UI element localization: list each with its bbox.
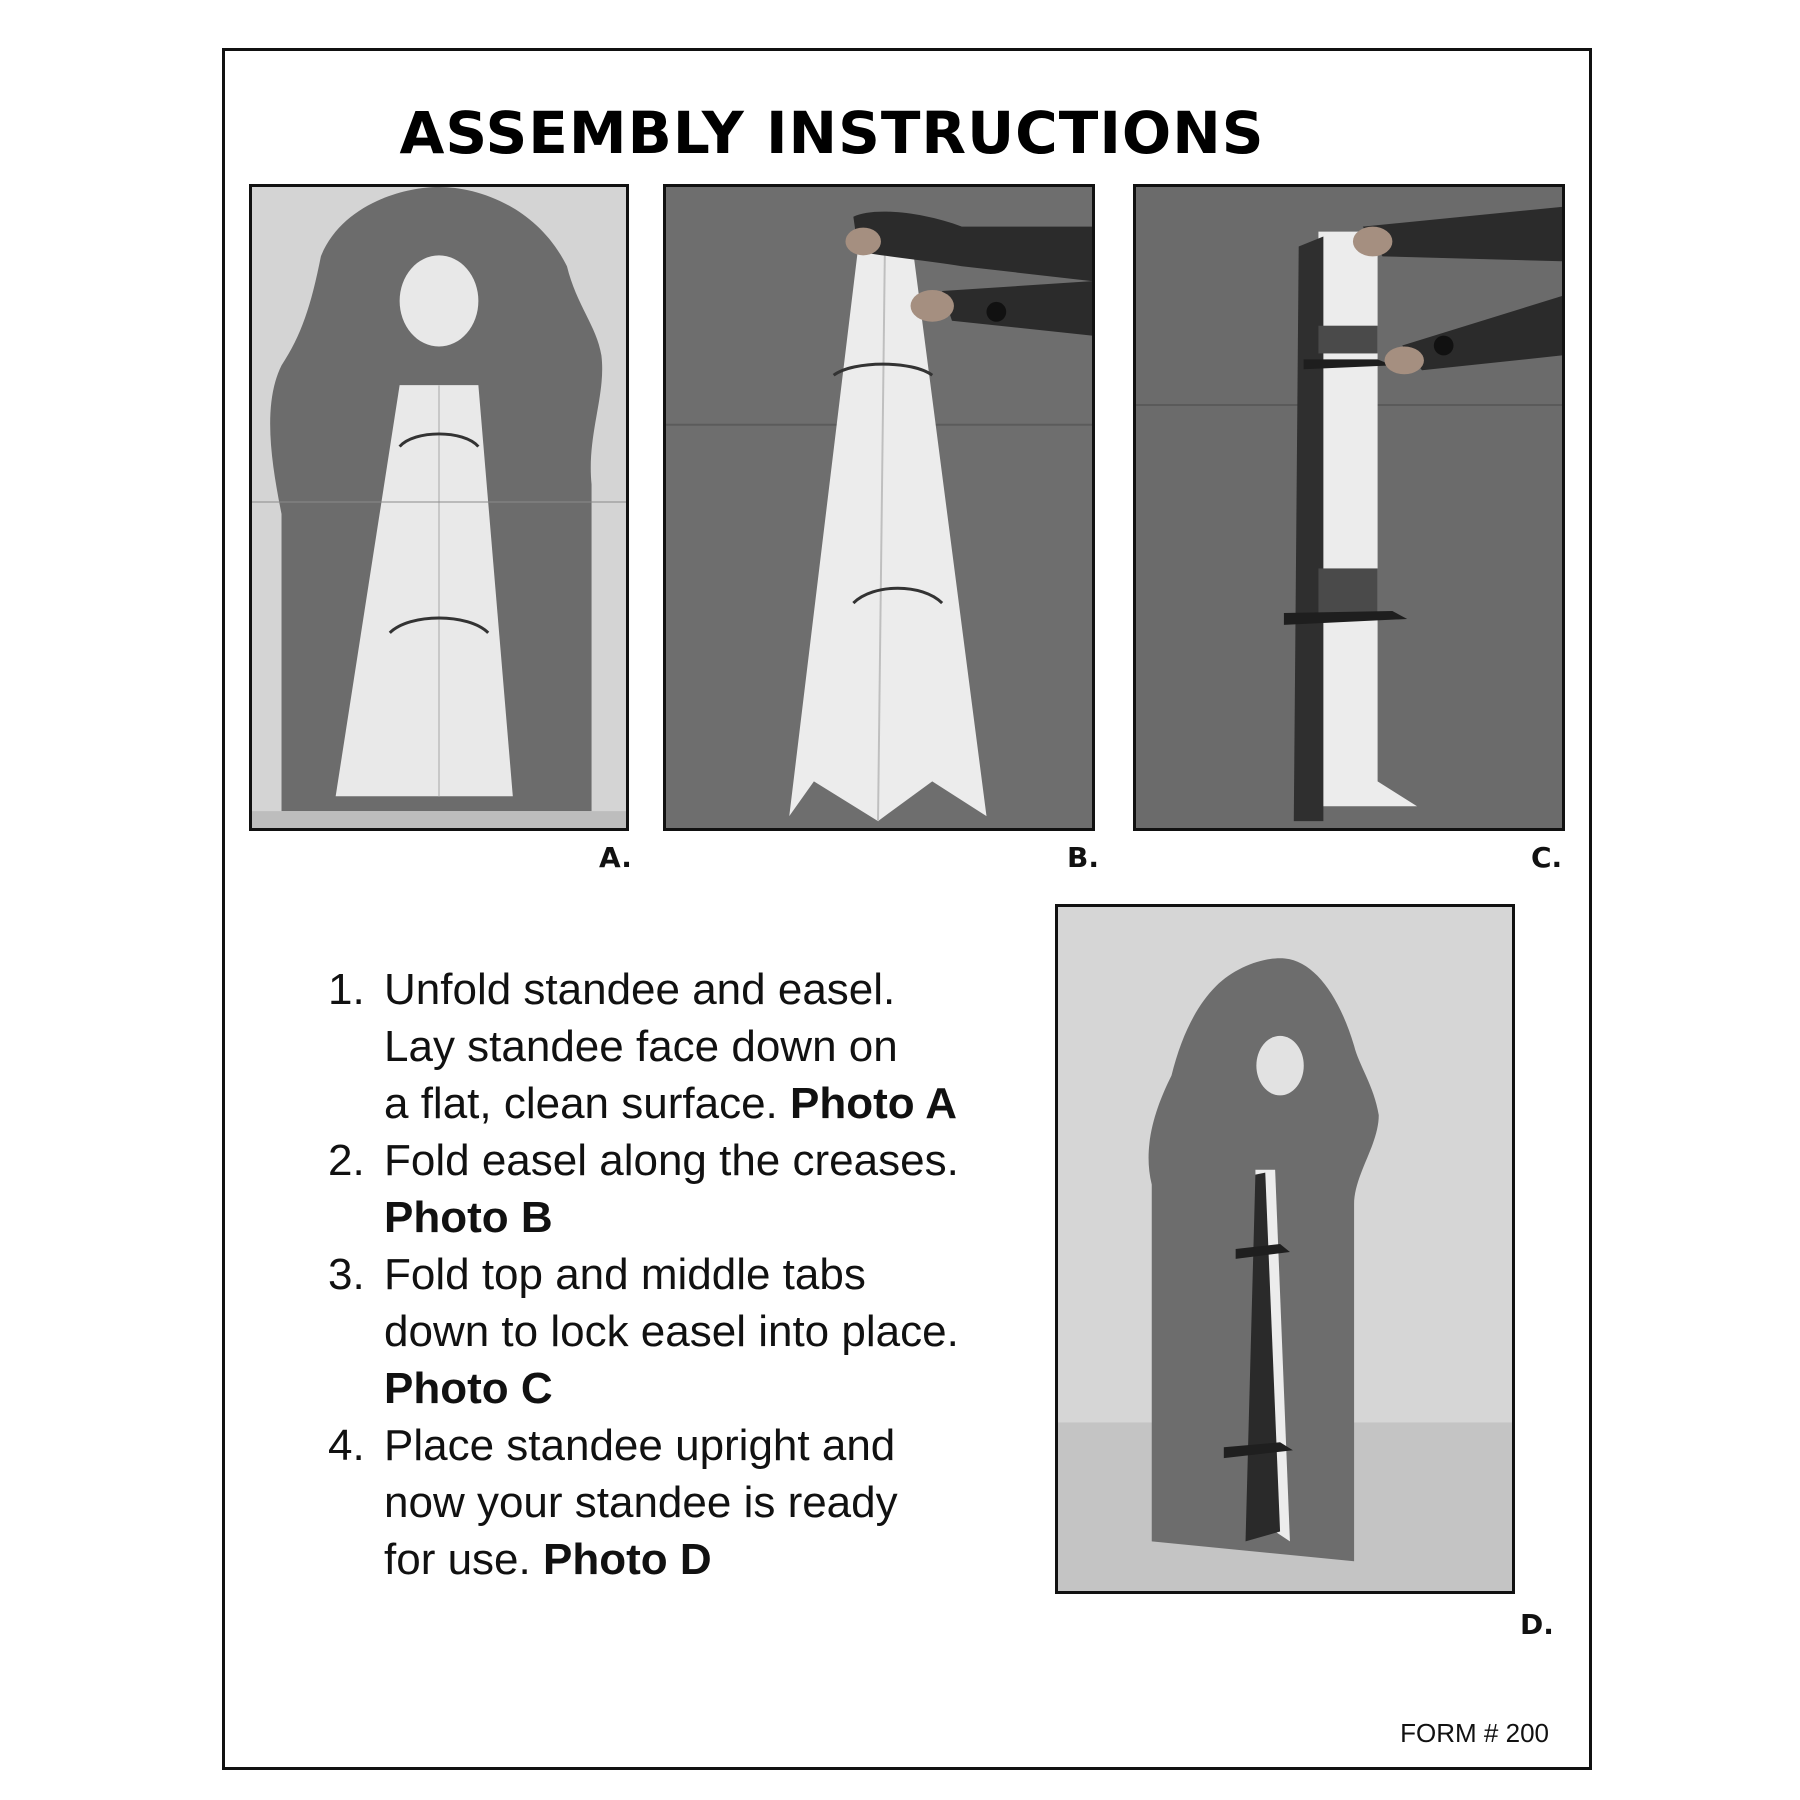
instruction-sheet: [222, 48, 1592, 1770]
step-2: [328, 1132, 1048, 1246]
step-line: Unfold standee and easel.: [384, 965, 896, 1014]
photo-a: [249, 184, 629, 831]
step-1: [328, 961, 1048, 1132]
photo-reference: Photo C: [384, 1364, 553, 1413]
step-text: for use.: [384, 1535, 531, 1584]
standee-upright-photo: [1058, 907, 1512, 1591]
step-4: [328, 1417, 1048, 1588]
photo-a-label: A.: [599, 841, 632, 874]
photo-reference: Photo B: [384, 1193, 553, 1242]
photo-d: [1055, 904, 1515, 1594]
photo-b: [663, 184, 1095, 831]
step-line: Lay standee face down on: [384, 1022, 898, 1071]
step-line: Place standee upright and: [384, 1421, 896, 1470]
step-number: 4.: [328, 1421, 365, 1470]
form-number: FORM # 200: [1400, 1718, 1549, 1748]
photo-reference: Photo A: [790, 1079, 957, 1128]
step-number: 2.: [328, 1136, 365, 1185]
locking-tabs-photo: [1136, 187, 1562, 828]
photo-b-label: B.: [1067, 841, 1099, 874]
photo-c: [1133, 184, 1565, 831]
step-line: [384, 1075, 1048, 1132]
folding-easel-photo: [666, 187, 1092, 828]
photo-d-label: D.: [1520, 1608, 1554, 1641]
instruction-steps: [328, 961, 1048, 1588]
step-number: 3.: [328, 1250, 365, 1299]
photo-c-label: C.: [1531, 841, 1563, 874]
step-number: 1.: [328, 965, 365, 1014]
step-line: Fold easel along the creases.: [384, 1136, 959, 1185]
step-3: [328, 1246, 1048, 1417]
page-title: ASSEMBLY INSTRUCTIONS: [399, 99, 1265, 167]
step-line: [384, 1531, 1048, 1588]
step-line: Fold top and middle tabs: [384, 1250, 866, 1299]
photo-reference: Photo D: [542, 1535, 712, 1584]
standee-face-down-photo: [252, 187, 626, 828]
step-line: down to lock easel into place.: [384, 1307, 959, 1356]
step-text: a flat, clean surface.: [384, 1079, 778, 1128]
step-line: now your standee is ready: [384, 1478, 898, 1527]
